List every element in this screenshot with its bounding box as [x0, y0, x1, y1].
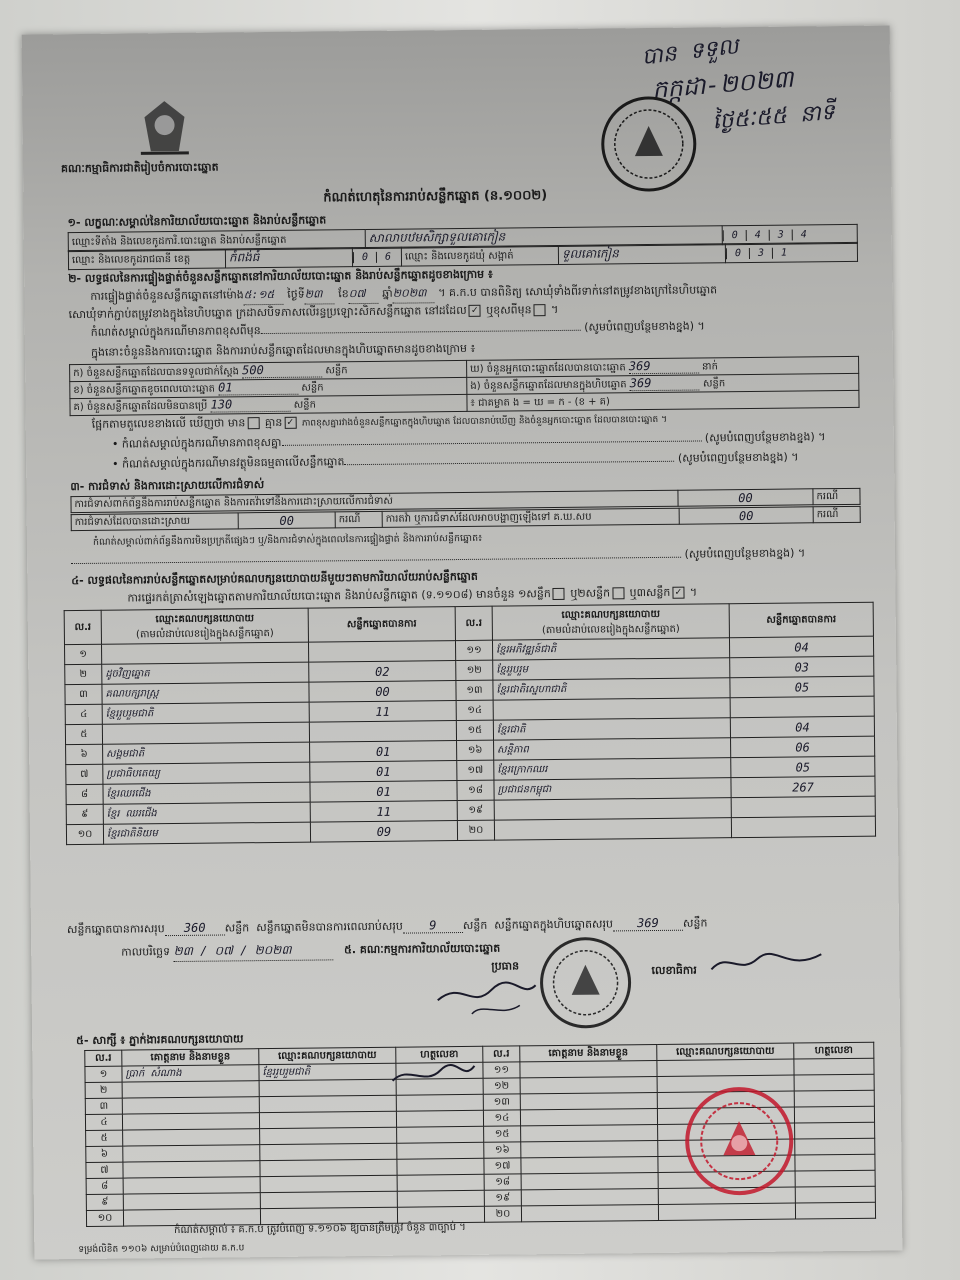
witness-signature [795, 1154, 875, 1171]
party-no: ៧ [66, 764, 103, 784]
year-value: ២០២៣ [393, 286, 435, 303]
compare-label: ផ្អែកតាមតួលេខខាងលើ ឃើញថា មាន [91, 416, 246, 431]
w-col-no-right: ល.រ [483, 1046, 520, 1062]
witness-name [521, 1204, 658, 1221]
party-no: ១៣ [456, 680, 493, 700]
in-box-label: ង) ចំនួនសន្លឹកឆ្នោតដែលមានក្នុងហិបឆ្នោត [470, 379, 627, 392]
appeal-label: ការតវ៉ា ឬការជំទាស់ដែលអាចបង្ហាញឡើងទៅ គ.ឃ.សប [382, 508, 679, 527]
party-votes: 09 [310, 821, 457, 843]
witness-signature [397, 1126, 484, 1143]
bullet1-field[interactable] [281, 440, 701, 445]
received-value: 500 [242, 362, 322, 378]
party-name [102, 722, 309, 744]
witness-party [260, 1175, 397, 1192]
objection-unit: ករណី [813, 488, 860, 504]
witness-signature [397, 1190, 484, 1207]
irregularity-note: កំណត់សម្គាល់ពាក់ព័ន្ធនឹងការមិនប្រក្រតីផ្សេងៗ ឬ/និងការជំទាស់ក្នុងពេលនៃការផ្ទៀងផ្ទាត់ និងការរាប់សន្លឹកឆ្នោត៖ [92, 532, 483, 548]
commune-label: ឈ្មោះ និងលេខកូដឃុំ សង្កាត់ [401, 245, 558, 266]
w-col-party: ឈ្មោះគណបក្សនយោបាយ [259, 1047, 396, 1064]
witness-name: ប្រាក់ សំណាង [122, 1065, 259, 1082]
witness-name [521, 1140, 658, 1157]
has-difference-checkbox[interactable] [247, 417, 259, 429]
witness-party [259, 1111, 396, 1128]
section2-title: ២- លទ្ធផលនៃការផ្ទៀងផ្ទាត់ចំនួនសន្លឹកឆ្នោតនៅការិយាល័យបោះឆ្នោត និងរាប់សន្លឹកឆ្នោតដូចខាងក្រោម ៖ [68, 267, 493, 286]
witness-no: ១២ [483, 1078, 520, 1094]
party-votes: 11 [309, 701, 456, 723]
party-votes: 00 [309, 681, 456, 703]
col-party-label: ឈ្មោះគណបក្សនយោបាយ [561, 608, 660, 621]
party-votes: 05 [730, 676, 874, 698]
invalid-total-value: 9 [403, 918, 463, 934]
results-table [64, 602, 876, 845]
party-name: ខ្មែរជាតិស្នេហាជាតិ [493, 678, 730, 700]
three-sheets-checkbox[interactable]: ✓ [672, 587, 684, 599]
party-no: ១៦ [457, 740, 494, 760]
col-party-sub: (តាមលំដាប់លេខរៀងក្នុងសន្លឹកឆ្នោត) [541, 623, 680, 636]
witness-party [260, 1159, 397, 1176]
col-party-sub: (តាមលំដាប់លេខរៀងក្នុងសន្លឹកឆ្នោត) [135, 627, 274, 640]
party-no: ៥ [65, 724, 102, 744]
col-party-label: ឈ្មោះគណបក្សនយោបាយ [155, 612, 255, 625]
witness-name [123, 1129, 260, 1146]
party-no: ១ [65, 644, 102, 664]
witness-name [521, 1124, 658, 1141]
witness-signature [794, 1074, 874, 1091]
received-label: ក) ចំនួនសន្លឹកឆ្នោតដែលបានទទួលជាក់ស្តែង [73, 366, 239, 380]
witness-name [521, 1172, 658, 1189]
party-votes: 01 [310, 781, 457, 803]
box-total-value: 369 [613, 916, 683, 932]
witness-party [259, 1095, 396, 1112]
witness-party [260, 1191, 397, 1208]
secretary-label: លេខាធិការ [651, 963, 697, 978]
objection-value: 00 [678, 489, 813, 506]
location-label: ឈ្មោះទីតាំង និងលេខកូដការិ.បោះឆ្នោត និងរាប់សន្លឹកឆ្នោត [68, 229, 365, 251]
chair-label: ប្រធាន [491, 959, 520, 973]
code-digit: 0 [723, 230, 746, 241]
three-sheets-label: ឬ៣សន្លឹក [629, 585, 671, 600]
witness-signature [795, 1202, 875, 1219]
party-name [493, 698, 730, 720]
witness-no: ៩ [86, 1194, 123, 1210]
count-intro: ក្នុងនោះចំនួននិងការបោះឆ្នោត និងការរាប់សន្លឹកឆ្នោតដែលមានក្នុងហិបឆ្នោតមានដូចខាងក្រោម ៖ [90, 341, 476, 359]
time-value: ៥:១៥ [244, 288, 284, 305]
province-label: ឈ្មោះ និងលេខកូដរាជធានី ខេត្ត [68, 249, 225, 270]
in-box-value: 369 [630, 375, 700, 391]
party-votes: 04 [730, 716, 874, 738]
seal-text: សោឃុំទាក់ភ្ជាប់តម្រូវខាងក្នុងនៃហិបឆ្នោត ក្រដាសបិទភាសលើរន្ធប្រឡោះសិកសន្លឹកឆ្នោត នៅដដែល [68, 303, 467, 322]
box-total-label: សន្លឹកឆ្នោតក្នុងហិបឆ្នោតសរុប [494, 917, 614, 932]
sheets-label: ការផ្ទេរកត់ត្រាសំឡេងឆ្នោតតាមការិយាល័យបោះឆ្នោត និងរាប់សន្លឹកឆ្នោត (ទ.១១០៨) មានចំនួន ១សន្លឹក [127, 587, 551, 605]
party-votes [308, 641, 455, 663]
witness-name [122, 1113, 259, 1130]
different-label: ឬខុសពីមុន [486, 303, 532, 317]
party-no: ១២ [456, 660, 493, 680]
party-no: ១៤ [456, 700, 493, 720]
witness-name [122, 1097, 259, 1114]
party-votes [731, 816, 875, 838]
party-name [494, 818, 731, 840]
party-name: ខ្មែរ ឈរជើង [103, 802, 310, 824]
year-label: ឆ្នាំ [382, 286, 393, 300]
code-digit: 1 [772, 247, 795, 258]
different-checkbox[interactable] [534, 304, 546, 316]
chair-signature-icon [431, 969, 542, 1020]
month-value: ០៧ [349, 287, 379, 304]
party-votes: 03 [730, 656, 874, 678]
handwritten-time: ថ្ងៃ៥ៈ៥៥ នាទី [711, 99, 836, 135]
witness-no: ៦ [86, 1146, 123, 1162]
witness-signature [795, 1170, 875, 1187]
party-name: ខ្មែរឈរជើង [103, 782, 310, 804]
witness-name [521, 1188, 658, 1205]
seal-line: សោឃុំទាក់ភ្ជាប់តម្រូវខាងក្នុងនៃហិបឆ្នោត ក្រដាសបិទភាសលើរន្ធប្រឡោះសិកសន្លឹកឆ្នោត នៅដដែល ✓ ឬខុសពីមុន ។ [68, 302, 559, 322]
appeal-value: 00 [679, 507, 813, 524]
irregularity-field[interactable] [71, 557, 681, 564]
difference-note-field[interactable] [261, 330, 581, 334]
witness-no: ១០ [86, 1210, 123, 1226]
party-no: ៣ [65, 684, 102, 704]
compare-end: ភាពខុសគ្នារវាងចំនួនសន្លឹកឆ្នោតក្នុងហិបឆ្នោត ដែលបានរាប់ឃើញ និងចំនួនអ្នកបោះឆ្នោត ដែលបានបោះឆ្នោត ។ [301, 414, 668, 429]
code-digit: 4 [746, 229, 769, 240]
valid-total-label: សន្លឹកឆ្នោតបានការសរុប [66, 922, 165, 937]
witness-name [521, 1156, 658, 1173]
unused-value: 130 [210, 397, 290, 413]
party-votes [731, 796, 875, 818]
witness-signature [794, 1106, 874, 1123]
w-col-sign-right: ហត្ថលេខា [794, 1042, 874, 1059]
party-no: ២០ [457, 820, 494, 840]
witness-no: ៣ [85, 1098, 122, 1114]
witness-signature [397, 1142, 484, 1159]
party-name: ខ្មែរអភិវឌ្ឍន៍ជាតិ [492, 638, 729, 660]
party-votes: 04 [729, 636, 873, 658]
party-no: ១៥ [456, 720, 493, 740]
date-label: កាលបរិច្ឆេទ [121, 945, 171, 959]
compare-line [92, 412, 667, 434]
witness-signature [397, 1158, 484, 1175]
appeal-unit: ករណី [813, 506, 860, 522]
party-no: ៤ [65, 704, 102, 724]
voters-unit: នាក់ [701, 361, 718, 373]
valid-total-unit: សន្លឹក [224, 921, 250, 935]
witness-no: ១៧ [484, 1158, 521, 1174]
resolved-unit: ករណី [335, 511, 382, 527]
party-no: ១៨ [457, 780, 494, 800]
witness-no: ១១ [483, 1062, 520, 1078]
witness-no: ៤ [85, 1114, 122, 1130]
province-code [352, 247, 401, 267]
party-name: ខ្មែររួបរួម [493, 658, 730, 680]
one-sheet-checkbox[interactable] [553, 588, 565, 600]
code-digit: 0 [353, 251, 376, 262]
unused-label: គ) ចំនួនសន្លឹកឆ្នោតដែលមិនបានប្រើ [73, 400, 208, 414]
witness-party [260, 1127, 397, 1144]
party-votes [309, 721, 456, 743]
bottom-code: ទម្រង់លិខិត ១១០៦ សម្រាប់បំពេញដោយ គ.ក.ប [78, 1243, 245, 1256]
col-no: ល.រ [64, 610, 101, 644]
code-digit: 0 [726, 247, 749, 258]
col-votes: សន្លឹកឆ្នោតបានការ [308, 607, 455, 643]
party-no: ១១ [455, 640, 492, 660]
party-votes: 267 [731, 776, 875, 798]
witness-no: ១៥ [484, 1126, 521, 1142]
witness-no: ៥ [86, 1130, 123, 1146]
fill-back-note: (សូមបំពេញបន្ថែមខាងខ្នង) ។ [704, 430, 826, 445]
witness-no: ៧ [86, 1162, 123, 1178]
witness-no: ២០ [484, 1206, 521, 1222]
witness-name [123, 1145, 260, 1162]
form-sheet [22, 25, 903, 1259]
bullet2-field[interactable] [344, 461, 674, 465]
witness-name [123, 1177, 260, 1194]
bullet2-label: • កំណត់សម្គាល់ក្នុងករណីមានវត្ថុមិនធម្មតាលើសន្លឹកឆ្នោត [112, 455, 345, 471]
official-seal-top-icon [598, 93, 699, 194]
voters-value: 369 [629, 359, 699, 375]
in-box-unit: សន្លឹក [702, 378, 726, 390]
witness-name [123, 1193, 260, 1210]
party-name: សង្គមជាតិ [103, 742, 310, 764]
witness-no: ១៣ [483, 1094, 520, 1110]
unused-unit: សន្លឹក [293, 399, 317, 411]
code-digit: 3 [749, 247, 772, 258]
invalid-total-label: សន្លឹកឆ្នោតមិនបានការពេលរាប់សរុប [256, 919, 403, 935]
month-label: ខែ [338, 287, 349, 301]
received-unit: សន្លឹក [325, 365, 348, 377]
party-no: ៨ [66, 784, 103, 804]
section1-title: ១- លក្ខណៈសម្គាល់នៃការិយាល័យបោះឆ្នោត និងរាប់សន្លឹកឆ្នោត [67, 213, 327, 230]
box-total-unit: សន្លឹក [682, 916, 708, 930]
bullet1-label: • កំណត់សម្គាល់ក្នុងករណីមានភាពខុសគ្នា [111, 435, 282, 451]
party-no: ៦ [66, 744, 103, 764]
official-seal-middle-icon [537, 934, 634, 1031]
witness-signature [794, 1058, 874, 1075]
nec-emblem-icon [134, 97, 195, 160]
org-name: គណៈកម្មាធិការជាតិរៀបចំការបោះឆ្នោត [60, 160, 219, 176]
party-votes: 01 [310, 761, 457, 783]
party-no: ១០ [66, 824, 103, 844]
bullet1-line [112, 430, 826, 453]
witness-party: ខ្មែររួបរួមជាតិ [259, 1063, 396, 1080]
commune-code [725, 242, 857, 262]
code-digit: 6 [376, 251, 399, 262]
col-votes-right: សន្លឹកឆ្នោតបានការ [729, 602, 873, 638]
witness-no: ១ [85, 1066, 122, 1082]
witness-name [520, 1092, 657, 1109]
handwritten-date: កក្កដា-២០២៣ [651, 64, 795, 104]
witness-signature-icon [388, 1060, 478, 1091]
party-no: ២ [65, 664, 102, 684]
party-no: ១៩ [457, 800, 494, 820]
resolved-label: ការជំទាស់ដែលបានដោះស្រាយ [71, 513, 238, 531]
red-official-seal-icon [683, 1085, 796, 1198]
witness-party [260, 1143, 397, 1160]
party-name: ខ្មែរជាតិ [493, 718, 730, 740]
voters-label: ឃ) ចំនួនអ្នកបោះឆ្នោតដែលបានបោះឆ្នោត [470, 362, 626, 375]
party-no: ៩ [66, 804, 103, 824]
witness-name [520, 1108, 657, 1125]
results-body [65, 636, 876, 844]
witness-signature [795, 1138, 875, 1155]
witness-no: ១៩ [484, 1190, 521, 1206]
party-votes [730, 696, 874, 718]
committee-label: ៥. គណៈកម្មការការិយាល័យបោះឆ្នោត [344, 941, 501, 957]
party-votes: 06 [731, 736, 875, 758]
witness-signature [396, 1094, 483, 1111]
party-votes: 02 [309, 661, 456, 683]
commune-value: ទួលគោកៀន [558, 244, 725, 265]
witness-signature [396, 1110, 483, 1127]
w-col-party-right: ឈ្មោះគណបក្សនយោបាយ [657, 1043, 794, 1060]
date-value: ២៣ / ០៧ / ២០២៣ [174, 941, 334, 962]
date-line [121, 940, 500, 963]
witness-name [123, 1161, 260, 1178]
difference-note-label: កំណត់សម្គាល់ក្នុងករណីមានភាពខុសពីមុន [90, 324, 261, 339]
none-label: គ្មាន [264, 415, 283, 430]
section3-title: ៣- ការជំទាស់ និងការដោះស្រាយលើការជំទាស់ [70, 478, 265, 494]
col-party [101, 608, 308, 644]
two-sheets-label: ឬ២សន្លឹក [570, 586, 611, 600]
witness-party [259, 1079, 396, 1096]
no-difference-checkbox[interactable]: ✓ [284, 417, 296, 429]
secretary-signature-icon [707, 944, 827, 981]
handwritten-received: បាន ទទួល [640, 34, 740, 71]
witness-no: ១៨ [484, 1174, 521, 1190]
witness-name [520, 1076, 657, 1093]
two-sheets-checkbox[interactable] [612, 587, 624, 599]
party-name: គណបក្សរាស្ត្រ [102, 682, 309, 704]
form-title: កំណត់ហេតុនៃការរាប់សន្លឹកឆ្នោត (ន.១០០២) [323, 188, 548, 206]
section4-subtitle-line: ការផ្ទេរកត់ត្រាសំឡេងឆ្នោតតាមការិយាល័យបោះឆ្នោត និងរាប់សន្លឹកឆ្នោត (ទ.១១០៨) មានចំនួន ១សន្លឹក ឬ២សន្លឹក ឬ៣សន្លឹក ✓ ។ [127, 585, 698, 605]
time-label: ការផ្ទៀងផ្ទាត់ចំនួនសន្លឹកឆ្នោតនៅម៉ោង [90, 288, 244, 303]
party-name: ប្រជាជនកម្ពុជា [494, 778, 731, 800]
party-name [494, 798, 731, 820]
w-col-sign: ហត្ថលេខា [396, 1046, 483, 1063]
witness-name [122, 1081, 259, 1098]
same-checkbox[interactable]: ✓ [469, 305, 481, 317]
party-name: ដូចវិញឆ្នោត [102, 662, 309, 684]
party-no: ១៧ [457, 760, 494, 780]
code-digit: 4 [792, 229, 815, 240]
verify-rest: ។ គ.ក.ប បានពិនិត្យ សោឃុំទាំងពីរទាក់នៅតម្រូវខាងក្រៅនៃហិបឆ្នោត [438, 283, 718, 300]
party-votes: 05 [731, 756, 875, 778]
col-no-right: ល.រ [455, 606, 492, 640]
footer-note: កំណត់សម្គាល់ ៖ គ.ក.ប ត្រូវបំពេញ ទ.១១០៦ ឱ្យបានត្រឹមត្រូវ ចំនួន ៣ច្បាប់ ។ [174, 1221, 466, 1237]
witness-party [657, 1059, 794, 1076]
irregularity-line [71, 546, 805, 570]
fill-back-note: (សូមបំពេញបន្ថែមខាងខ្នង) ។ [677, 450, 799, 465]
party-votes: 11 [310, 801, 457, 823]
witness-no: ៨ [86, 1178, 123, 1194]
witness-no: ១៤ [483, 1110, 520, 1126]
resolved-value: 00 [238, 512, 335, 529]
col-party-right [492, 604, 729, 640]
invalid-total-unit: សន្លឹក [462, 918, 488, 933]
party-name [101, 642, 308, 664]
party-name: ខ្មែររួបរួមជាតិ [102, 702, 309, 724]
witness-signature [794, 1090, 874, 1107]
spoiled-value: 01 [218, 380, 298, 396]
spoiled-label: ខ) ចំនួនសន្លឹកឆ្នោតខូចពេលបោះឆ្នោត [73, 383, 215, 397]
province-value: កំពង់ធំ [225, 248, 352, 268]
spoiled-unit: សន្លឹក [301, 382, 324, 394]
party-name: ខ្មែរ​ជាតិនិយម [103, 822, 310, 844]
witness-name [520, 1060, 657, 1077]
fill-back-note: (សូមបំពេញបន្ថែមខាងខ្នង) ។ [584, 319, 705, 334]
party-name: ប្រជាធិបតេយ្យ [103, 762, 310, 784]
valid-total-value: 360 [165, 921, 225, 937]
day-label: ថ្ងៃទី [287, 287, 305, 301]
w-col-name-right: គោត្តនាម និងនាមខ្លួន [520, 1044, 657, 1061]
witness-signature [397, 1174, 484, 1191]
formula: ៖ ជាគម្លាត ង = ឃ = ក - (ខ + គ) [467, 390, 859, 411]
section5-title: ៥- សាក្សី ៖ ភ្នាក់ងារគណបក្សនយោបាយ [76, 1032, 244, 1048]
code-digit: 3 [769, 229, 792, 240]
ballot-count-table [69, 356, 860, 416]
w-col-name: គោត្តនាម និងនាមខ្លួន [122, 1049, 259, 1066]
witness-signature [795, 1186, 875, 1203]
location-value: សាលាបឋមសិក្សាទួលគោកៀន [365, 226, 722, 249]
day-value: ២៣ [305, 287, 335, 304]
party-votes: 01 [310, 741, 457, 763]
objection-label: ការជំទាស់ពាក់ព័ន្ធនឹងការរាប់សន្លឹកឆ្នោត និងការតវ៉ាទៅនឹងការដោះស្រាយលើការជំទាស់ [71, 490, 678, 512]
unused-row [70, 394, 467, 415]
w-col-no: ល.រ [85, 1050, 122, 1066]
witness-no: ១៦ [484, 1142, 521, 1158]
fill-back-note: (សូមបំពេញបន្ថែមខាងខ្នង) ។ [684, 546, 806, 561]
witness-no: ២ [85, 1082, 122, 1098]
section4-title: ៤- លទ្ធផលនៃការរាប់សន្លឹកឆ្នោតសម្រាប់គណបក្សនយោបាយនីមួយៗតាមការិយាល័យរាប់សន្លឹកឆ្នោត [71, 569, 478, 588]
party-name: សន្តិភាព [494, 738, 731, 760]
party-name: ខ្មែរក្រោកឈរ [494, 758, 731, 780]
witness-signature [795, 1122, 875, 1139]
witness-party [658, 1203, 795, 1220]
bullet2-line [112, 450, 799, 473]
